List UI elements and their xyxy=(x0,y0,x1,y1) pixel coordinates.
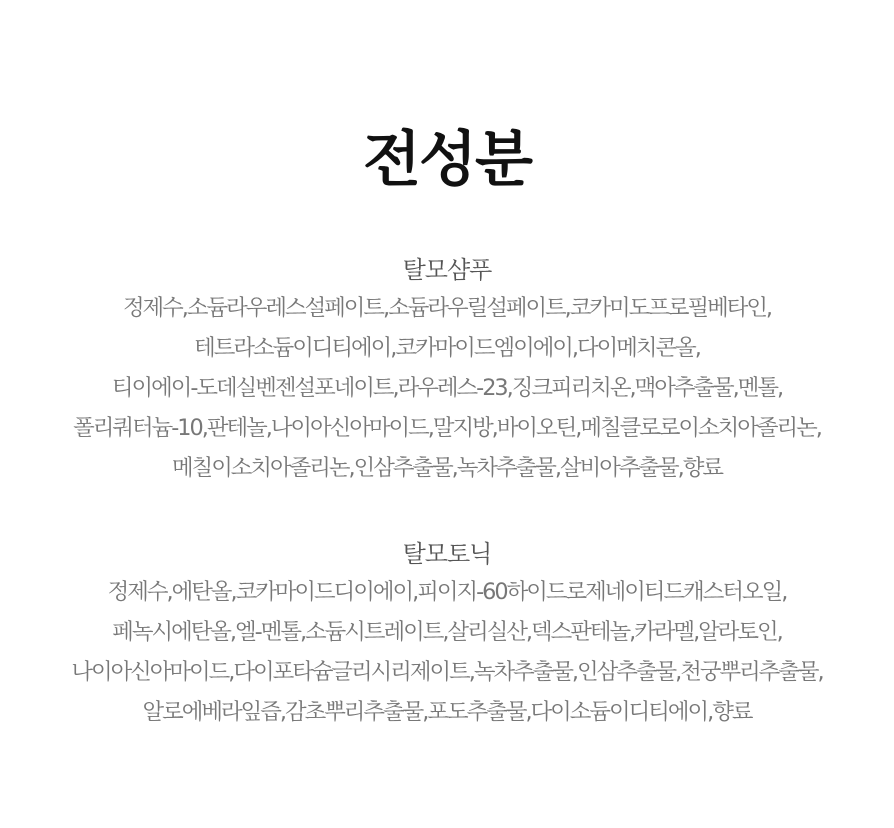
page-title: 전성분 xyxy=(363,125,531,195)
ingredient-line: 메칠이소치아졸리논,인삼추출물,녹차추출물,살비아추출물,향료 xyxy=(171,455,723,481)
ingredient-line: 알로에베라잎즙,감초뿌리추출물,포도추출물,다이소듐이디티에이,향료 xyxy=(142,699,752,725)
section-heading-tonic: 탈모토닉 xyxy=(402,540,492,568)
section-heading-shampoo: 탈모샴푸 xyxy=(402,256,492,284)
ingredient-line: 정제수,에탄올,코카마이드디이에이,피이지-60하이드로제네이티드캐스터오일, xyxy=(107,579,787,605)
ingredient-line: 페녹시에탄올,엘-멘톨,소듐시트레이트,살리실산,덱스판테놀,카라멜,알라토인, xyxy=(112,619,782,645)
ingredient-line: 티이에이-도데실벤젠설포네이트,라우레스-23,징크피리치온,맥아추출물,멘톨, xyxy=(111,375,783,401)
ingredient-line: 정제수,소듐라우레스설페이트,소듐라우릴설페이트,코카미도프로필베타인, xyxy=(122,295,772,321)
ingredient-line: 폴리쿼터늄-10,판테놀,나이아신아마이드,말지방,바이오틴,메칠클로로이소치아졸리논, xyxy=(73,415,821,441)
ingredient-line: 테트라소듐이디티에이,코카마이드엠이에이,다이메치콘올, xyxy=(194,335,700,361)
ingredients-section-tonic xyxy=(0,536,894,732)
ingredients-section-shampoo xyxy=(0,252,894,488)
ingredient-line: 나이아신아마이드,다이포타슘글리시리제이트,녹차추출물,인삼추출물,천궁뿌리추출물, xyxy=(71,659,823,685)
